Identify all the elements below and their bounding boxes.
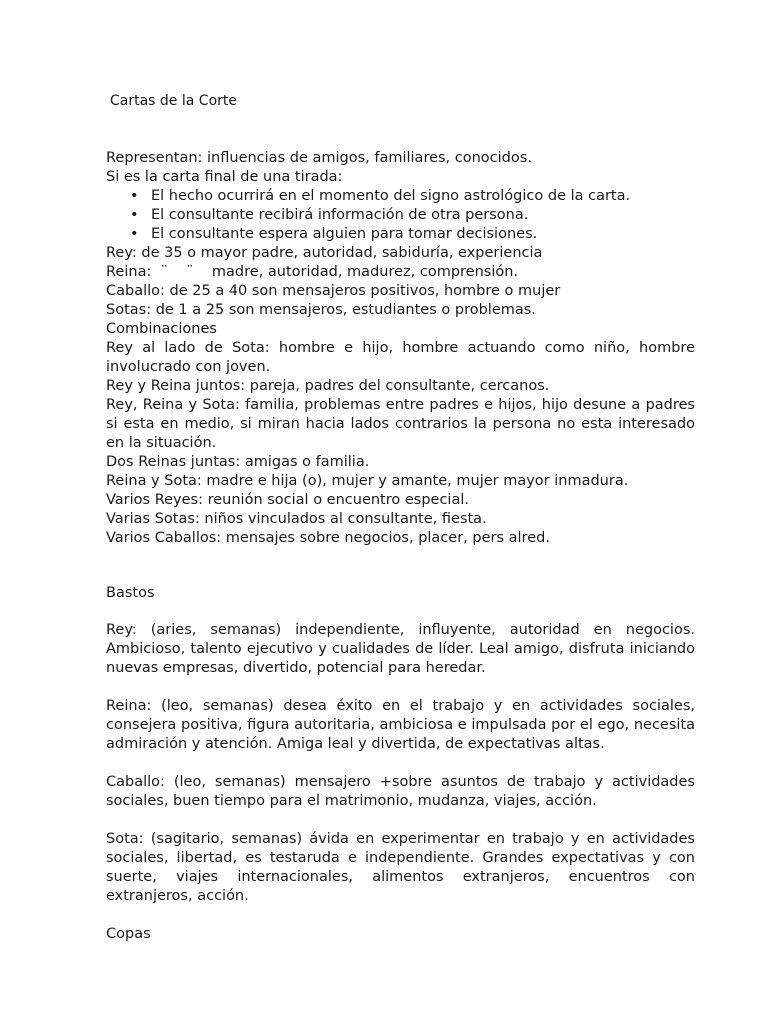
bullet-icon: • [130, 226, 139, 242]
bastos-heading: Bastos [106, 585, 155, 601]
spacer [106, 603, 695, 621]
spacer [106, 811, 695, 830]
spacer [106, 906, 695, 925]
list-item [106, 225, 695, 244]
bastos-rey-paragraph: Rey: (aries, semanas) independiente, influyente, autoridad en negocios. Ambicioso, talento ejecutivo y cualidades de líder. Leal amigo, disfruta iniciando nuevas empresas, divertido, potencial para heredar. [106, 622, 695, 676]
combination-item: Rey, Reina y Sota: familia, problemas entre padres e hijos, hijo desune a padres si esta en medio, si miran hacia lados contrarios la persona no esta interesado en la situación. [106, 397, 695, 451]
list-item-text: El consultante recibirá información de otra persona. [151, 207, 529, 223]
list-item-text: El consultante espera alguien para tomar decisiones. [151, 226, 538, 242]
combination-item: Reina y Sota: madre e hija (o), mujer y amante, mujer mayor inmadura. [106, 473, 629, 489]
list-item [106, 187, 695, 206]
intro-final-card: Si es la carta final de una tirada: [106, 169, 343, 185]
combination-item: Rey al lado de Sota: hombre e hijo, hombre actuando como niño, hombre involucrado con joven. [106, 340, 695, 375]
spacer [106, 678, 695, 697]
sotas-line: Sotas: de 1 a 25 son mensajeros, estudiantes o problemas. [106, 302, 536, 318]
bullet-icon: • [130, 207, 139, 223]
bullet-icon: • [130, 188, 139, 204]
list-item [106, 206, 695, 225]
spacer [106, 754, 695, 773]
intro-represent: Representan: influencias de amigos, familiares, conocidos. [106, 150, 532, 166]
document-body [106, 149, 695, 944]
combination-item: Varias Sotas: niños vinculados al consultante, fiesta. [106, 511, 487, 527]
combinaciones-heading: Combinaciones [106, 321, 217, 337]
reina-line: Reina: ¨ ¨ madre, autoridad, madurez, comprensión. [106, 264, 519, 280]
bastos-sota-paragraph: Sota: (sagitario, semanas) ávida en experimentar en trabajo y en actividades sociales, libertad, es testaruda e independiente. Grandes expectativas y con suerte, viajes internacionales, alimentos extranjeros, encuentros con extranjeros, acción. [106, 831, 695, 904]
document-title: Cartas de la Corte [110, 93, 237, 109]
combination-item: Dos Reinas juntas: amigas o familia. [106, 454, 370, 470]
combination-item: Varios Caballos: mensajes sobre negocios, placer, pers alred. [106, 530, 550, 546]
list-item-text: El hecho ocurrirá en el momento del signo astrológico de la carta. [151, 188, 631, 204]
caballo-line: Caballo: de 25 a 40 son mensajeros positivos, hombre o mujer [106, 283, 561, 299]
copas-heading: Copas [106, 926, 151, 942]
combination-item: Varios Reyes: reunión social o encuentro especial. [106, 492, 469, 508]
final-card-list [106, 187, 695, 244]
bastos-caballo-paragraph: Caballo: (leo, semanas) mensajero +sobre asuntos de trabajo y actividades sociales, buen tiempo para el matrimonio, mudanza, viajes, acción. [106, 774, 695, 809]
combination-item: Rey y Reina juntos: pareja, padres del consultante, cercanos. [106, 378, 550, 394]
spacer [106, 548, 695, 584]
rey-line: Rey: de 35 o mayor padre, autoridad, sabiduría, experiencia [106, 245, 543, 261]
bastos-reina-paragraph: Reina: (leo, semanas) desea éxito en el trabajo y en actividades sociales, consejera positiva, figura autoritaria, ambiciosa e impulsada por el ego, necesita admiración y atención. Amiga leal y divertida, de expectativas altas. [106, 698, 695, 752]
